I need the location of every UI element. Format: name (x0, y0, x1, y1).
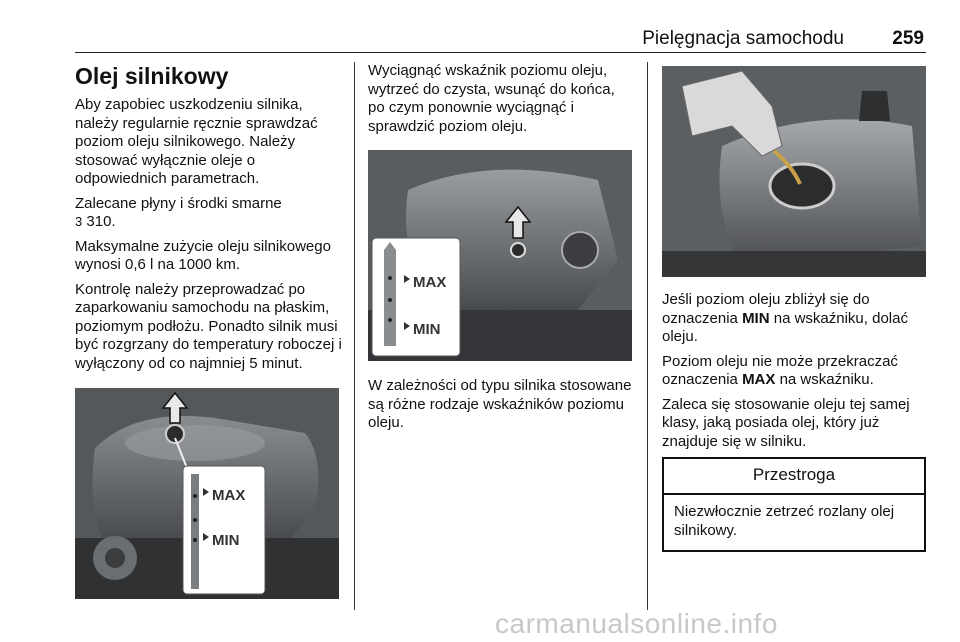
min-mark-label: MIN (212, 532, 240, 549)
paragraph: Zaleca się stosowanie oleju tej samej klasy, jaką posiada olej, który już znajduje się w silniku. (662, 395, 910, 450)
max-mark-label: MAX (413, 274, 447, 291)
reference-text: Zalecane płyny i środki smarne (75, 194, 282, 212)
caution-title: Przestroga (664, 459, 924, 495)
page-header (75, 26, 926, 53)
page-reference-link[interactable]: 310. (86, 213, 116, 230)
engine-dipstick-illustration (368, 150, 632, 361)
paragraph: Maksymalne zużycie oleju silnikowego wynosi 0,6 l na 1000 km. (75, 237, 331, 273)
caution-box (662, 457, 926, 552)
caution-body: Niezwłocznie zetrzeć rozlany olej silnikowy. (674, 503, 895, 539)
paragraph-text: Poziom oleju nie może przekraczać oznaczenia (662, 352, 898, 388)
max-mark-label: MAX (212, 487, 246, 504)
min-keyword: MIN (742, 309, 770, 327)
paragraph (662, 353, 926, 390)
column-1 (75, 62, 343, 379)
paragraph (662, 291, 926, 347)
page-number: 259 (892, 28, 924, 49)
max-keyword: MAX (742, 371, 776, 388)
paragraph-reference (75, 195, 343, 232)
oil-filling-illustration (662, 66, 926, 277)
column-divider (354, 62, 355, 610)
paragraph-text: Jeśli poziom oleju zbliżył się do oznaczenia (662, 291, 870, 327)
page-title: Pielęgnacja samochodu (642, 28, 844, 49)
paragraph-text: na wskaźniku. (775, 371, 874, 388)
column-3 (662, 62, 926, 552)
column-2 (368, 62, 634, 439)
watermark: carmanualsonline.info (495, 608, 778, 639)
column-divider (647, 62, 648, 610)
paragraph: Wyciągnąć wskaźnik poziomu oleju, wytrzeć do czysta, wsunąć do końca, po czym ponownie wyciągnąć i sprawdzić poziom oleju. (368, 62, 615, 135)
min-mark-label: MIN (413, 321, 441, 338)
paragraph-text: na wskaźniku, dolać oleju. (662, 309, 908, 345)
engine-dipstick-illustration (75, 388, 339, 599)
paragraph: W zależności od typu silnika stosowane są różne rodzaje wskaźników poziomu oleju. (368, 377, 632, 431)
paragraph: Aby zapobiec uszkodzeniu silnika, należy regularnie ręcznie sprawdzać poziom oleju silnikowego. Należy stosować wyłącznie oleje o odpowiednich parametrach. (75, 96, 318, 187)
section-heading: Olej silnikowy (75, 63, 229, 89)
paragraph: Kontrolę należy przeprowadzać po zaparkowaniu samochodu na płaskim, poziomym podłożu. Ponadto silnik musi być rozgrzany do temperatury roboczej i wyłączony od co najmniej 5 minut. (75, 280, 342, 372)
page-reference-icon: 3 (75, 214, 83, 229)
